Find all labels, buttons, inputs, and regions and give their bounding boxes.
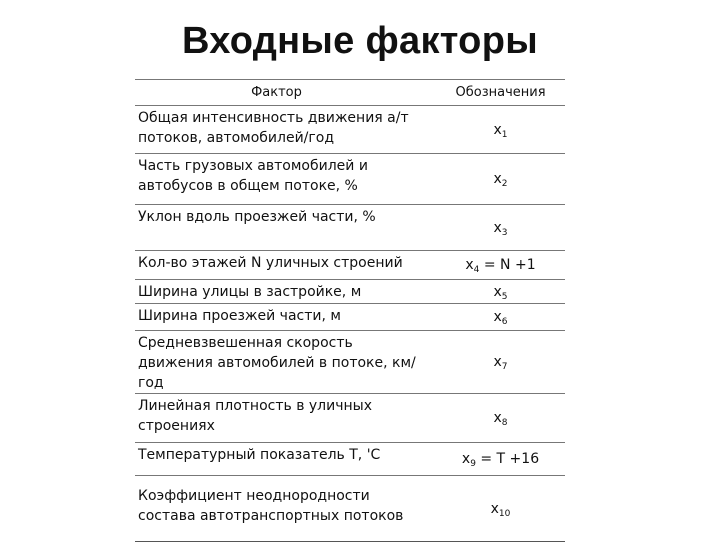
notation-cell: $x_7$ bbox=[428, 331, 565, 394]
factor-cell: Кол-во этажей N уличных строений bbox=[135, 251, 428, 280]
page-title: Входные факторы bbox=[182, 20, 538, 62]
table-row bbox=[135, 304, 565, 331]
table-row bbox=[135, 280, 565, 304]
factor-cell: Ширина улицы в застройке, м bbox=[135, 280, 428, 304]
table-row bbox=[135, 331, 565, 394]
notation-cell: $x_2$ bbox=[428, 154, 565, 205]
table-row bbox=[135, 106, 565, 154]
factor-cell: Уклон вдоль проезжей части, % bbox=[135, 205, 428, 251]
column-header-notation: Обозначения bbox=[428, 80, 565, 106]
factor-cell: Коэффициент неоднородности состава автотранспортных потоков bbox=[135, 476, 428, 542]
table-row bbox=[135, 154, 565, 205]
factor-cell: Средневзвешенная скорость движения автомобилей в потоке, км/год bbox=[135, 331, 428, 394]
table-row bbox=[135, 476, 565, 542]
notation-cell: $x_9 = T +16$ bbox=[428, 443, 565, 476]
notation-cell: $x_1$ bbox=[428, 106, 565, 154]
factors-table bbox=[135, 79, 565, 542]
factor-cell: Часть грузовых автомобилей и автобусов в общем потоке, % bbox=[135, 154, 428, 205]
table-row bbox=[135, 394, 565, 443]
factor-cell: Ширина проезжей части, м bbox=[135, 304, 428, 331]
notation-cell: $x_{10}$ bbox=[428, 476, 565, 542]
notation-cell: $x_6$ bbox=[428, 304, 565, 331]
table-row bbox=[135, 443, 565, 476]
factor-cell: Линейная плотность в уличных строениях bbox=[135, 394, 428, 443]
table-header-row bbox=[135, 80, 565, 106]
notation-cell: $x_5$ bbox=[428, 280, 565, 304]
table-row bbox=[135, 251, 565, 280]
factor-cell: Общая интенсивность движения а/т потоков, автомобилей/год bbox=[135, 106, 428, 154]
table-row bbox=[135, 205, 565, 251]
notation-cell: $x_4 = N +1$ bbox=[428, 251, 565, 280]
notation-cell: $x_3$ bbox=[428, 205, 565, 251]
notation-cell: $x_8$ bbox=[428, 394, 565, 443]
factor-cell: Температурный показатель Т, 'С bbox=[135, 443, 428, 476]
column-header-factor: Фактор bbox=[135, 80, 428, 106]
